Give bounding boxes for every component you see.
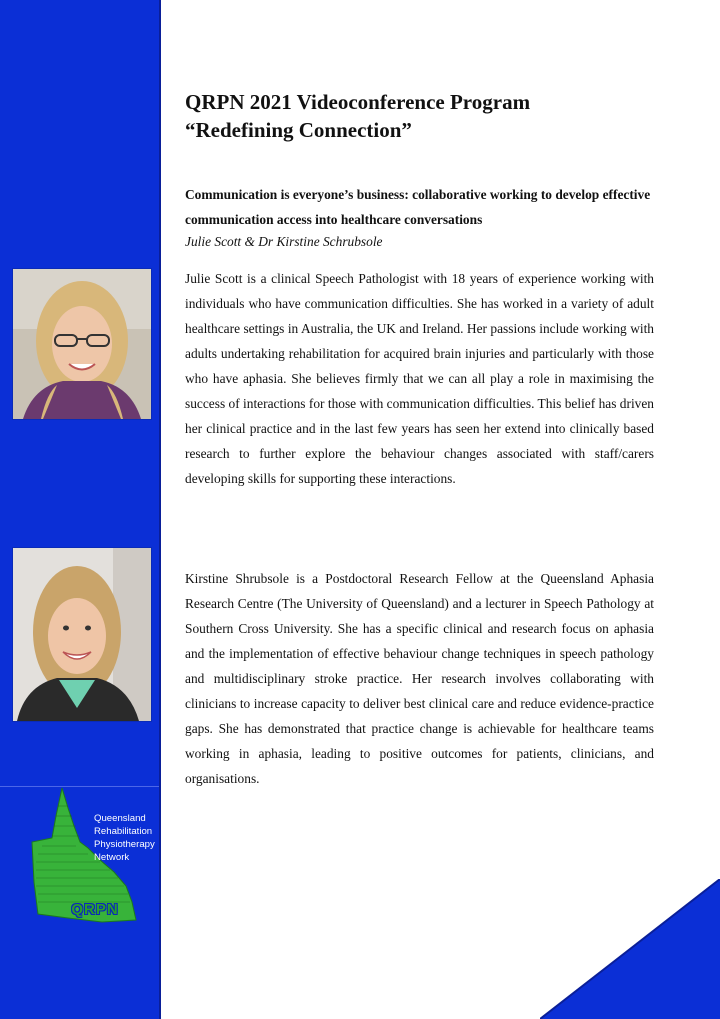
bio-julie-scott: Julie Scott is a clinical Speech Pathologist with 18 years of experience working with individuals who have communication difficulties. She has worked in a variety of adult healthcare settings in Australia, the UK and Ireland. Her passions include working with adults undertaking rehabilitation for acquired brain injuries and particularly with those who have aphasia. She believes firmly that we can all play a role in maximising the success of interactions for those with communication difficulties. This belief has driven her clinical practice and in the last few years has seen her extend into clinically based research to further explore the behaviour changes associated with staff/carers developing skills for supporting these interactions. bbox=[185, 271, 654, 486]
logo-line-1: Queensland bbox=[94, 813, 146, 824]
page-title bbox=[185, 88, 685, 144]
bio-kirstine-shrubsole: Kirstine Shrubsole is a Postdoctoral Research Fellow at the Queensland Aphasia Research Centre (The University of Queensland) and a lecturer in Speech Pathology at Southern Cross University. She has a specific clinical and research focus on aphasia and the implementation of effective behaviour change techniques in speech pathology and multidisciplinary stroke practice. Her research involves collaborating with clinicians to increase capacity to deliver best clinical care and reduce evidence-practice gaps. She has demonstrated that practice change is achievable for healthcare teams working in aphasia, leading to positive outcomes for patients, clinicians, and organisations. bbox=[185, 571, 654, 786]
left-sidebar bbox=[0, 0, 161, 1019]
logo-text bbox=[94, 812, 160, 864]
logo-line-3: Physiotherapy bbox=[94, 839, 155, 850]
title-line-2: “Redefining Connection” bbox=[185, 118, 412, 142]
logo-line-2: Rehabilitation bbox=[94, 826, 153, 837]
corner-triangle-decoration bbox=[540, 879, 720, 1019]
logo-line-4: Network bbox=[94, 852, 130, 863]
title-line-1: QRPN 2021 Videoconference Program bbox=[185, 90, 531, 114]
logo-badge: QRPN bbox=[71, 901, 119, 918]
talk-title: Communication is everyone’s business: collaborative working to develop effective communication access into healthcare conversations bbox=[185, 187, 651, 227]
portrait-kirstine-shrubsole bbox=[12, 547, 152, 722]
talk-authors: Julie Scott & Dr Kirstine Schrubsole bbox=[185, 234, 383, 249]
portrait-julie-scott bbox=[12, 268, 152, 420]
